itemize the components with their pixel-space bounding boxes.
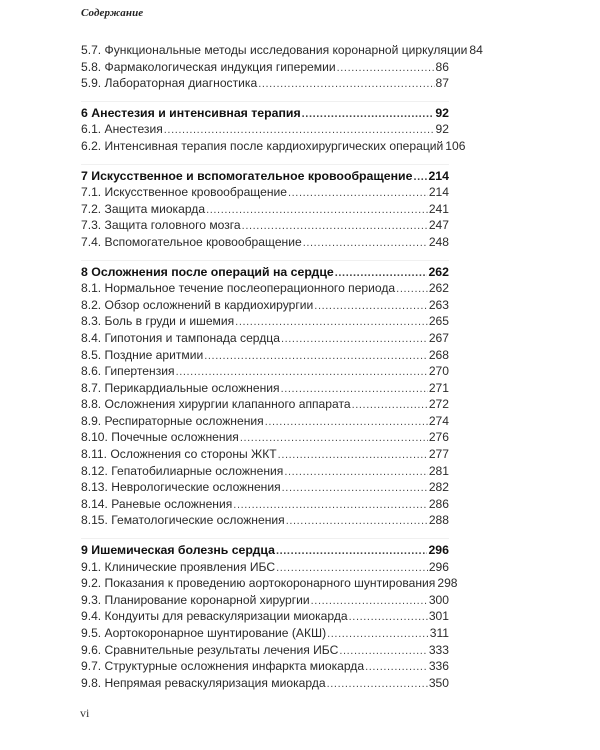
chapter-page: 296 <box>428 543 449 558</box>
toc-section-chapter-6 <box>81 101 466 155</box>
dot-leader <box>242 218 428 235</box>
chapter-heading[interactable] <box>81 168 449 185</box>
entry-page: 276 <box>428 430 449 445</box>
dot-leader <box>302 106 435 123</box>
toc-entry[interactable] <box>81 347 449 364</box>
dot-leader <box>314 298 428 315</box>
toc-entry[interactable] <box>81 217 449 234</box>
entry-title: 5.8. Фармакологическая индукция гиперемии <box>81 59 336 74</box>
dot-leader <box>176 364 428 381</box>
entry-page: 272 <box>428 397 449 412</box>
entry-page: 296 <box>428 559 449 574</box>
entry-title: 6.2. Интенсивная терапия после кардиохирургических операций <box>81 138 444 153</box>
toc-entry[interactable] <box>81 496 449 513</box>
entry-page: 247 <box>428 218 449 233</box>
entry-title: 9.5. Аортокоронарное шунтирование (АКШ) <box>81 626 327 640</box>
dot-leader <box>282 480 428 497</box>
toc-entry[interactable] <box>81 429 449 446</box>
toc-entry[interactable] <box>81 658 449 675</box>
chapter-title: 6 Анестезия и интенсивная терапия <box>81 105 301 120</box>
dot-leader <box>278 447 428 464</box>
entry-page: 350 <box>428 675 449 690</box>
entry-title: 9.8. Непрямая реваскуляризация миокарда <box>81 675 326 690</box>
entry-page: 333 <box>428 642 449 657</box>
chapter-heading[interactable] <box>81 264 449 281</box>
toc-entry[interactable] <box>81 463 449 480</box>
entry-page: 281 <box>428 463 449 478</box>
entry-page: 268 <box>428 347 449 362</box>
toc-entry[interactable] <box>81 512 449 529</box>
entry-title: 8.10. Почечные осложнения <box>81 430 239 445</box>
dot-leader <box>286 513 428 530</box>
entry-page: 265 <box>428 314 449 329</box>
chapter-title: 8 Осложнения после операций на сердце <box>81 264 334 279</box>
toc-section-5-continued <box>81 42 483 92</box>
dot-leader <box>281 331 428 348</box>
entry-title: 9.3. Планирование коронарной хирургии <box>81 592 310 607</box>
dot-leader <box>265 414 428 431</box>
toc-entry[interactable] <box>81 642 449 659</box>
entry-page: 92 <box>435 122 449 137</box>
entry-title: 8.3. Боль в груди и ишемия <box>81 314 235 329</box>
entry-title: 8.6. Гипертензия <box>81 364 175 379</box>
dot-leader <box>204 348 428 365</box>
entry-title: 7.1. Искусственное кровообращение <box>81 185 287 200</box>
chapter-title: 7 Искусственное и вспомогательное кровообращение <box>81 168 413 183</box>
dot-leader <box>235 314 428 331</box>
entry-title: 7.4. Вспомогательное кровообращение <box>81 234 302 249</box>
entry-title: 7.3. Защита головного мозга <box>81 218 241 233</box>
dot-leader <box>276 543 428 560</box>
page-number: vi <box>80 706 90 720</box>
dot-leader <box>365 659 428 676</box>
toc-entry[interactable] <box>81 138 466 155</box>
dot-leader <box>284 464 428 481</box>
dot-leader <box>327 626 429 643</box>
entry-title: 8.13. Неврологические осложнения <box>81 480 281 495</box>
toc-entry[interactable] <box>81 280 449 297</box>
toc-entry[interactable] <box>81 313 449 330</box>
chapter-page: 214 <box>428 168 449 183</box>
entry-page: 336 <box>428 659 449 674</box>
entry-page: 277 <box>428 447 449 462</box>
toc-section-chapter-7 <box>81 164 449 251</box>
toc-entry[interactable] <box>81 608 449 625</box>
dot-leader <box>258 76 434 93</box>
toc-entry[interactable] <box>81 559 449 576</box>
entry-page: 87 <box>435 76 449 91</box>
entry-page: 270 <box>428 364 449 379</box>
entry-title: 8.7. Перикардиальные осложнения <box>81 380 280 395</box>
dot-leader <box>206 202 428 219</box>
toc-entry[interactable] <box>81 380 449 397</box>
dot-leader <box>352 397 428 414</box>
dot-leader <box>311 593 428 610</box>
toc-entry[interactable] <box>81 413 449 430</box>
toc-entry[interactable] <box>81 234 449 251</box>
toc-entry[interactable] <box>81 675 449 692</box>
toc-entry[interactable] <box>81 575 458 592</box>
toc-entry[interactable] <box>81 625 449 642</box>
entry-title: 8.12. Гепатобилиарные осложнения <box>81 463 284 478</box>
entry-page: 84 <box>469 43 483 57</box>
dot-leader <box>413 169 427 186</box>
chapter-page: 262 <box>428 264 449 279</box>
entry-title: 9.6. Сравнительные результаты лечения ИБС <box>81 642 339 657</box>
entry-page: 106 <box>445 138 466 153</box>
dot-leader <box>240 430 428 447</box>
toc-entry[interactable] <box>81 42 483 59</box>
entry-title: 8.5. Поздние аритмии <box>81 347 204 362</box>
dot-leader <box>164 122 435 139</box>
toc-entry[interactable] <box>81 363 449 380</box>
toc-entry[interactable] <box>81 479 449 496</box>
entry-page: 301 <box>428 609 449 624</box>
dot-leader <box>396 281 428 298</box>
toc-entry[interactable] <box>81 121 449 138</box>
entry-title: 9.7. Структурные осложнения инфаркта миокарда <box>81 659 365 674</box>
toc-entry[interactable] <box>81 446 449 463</box>
entry-page: 263 <box>428 297 449 312</box>
chapter-page: 92 <box>435 105 449 120</box>
toc-entry[interactable] <box>81 75 449 92</box>
chapter-heading[interactable] <box>81 542 449 559</box>
entry-title: 8.14. Раневые осложнения <box>81 496 233 511</box>
entry-page: 311 <box>429 626 449 640</box>
toc-section-chapter-8 <box>81 260 449 530</box>
entry-title: 8.4. Гипотония и тампонада сердца <box>81 330 280 345</box>
entry-page: 271 <box>428 380 449 395</box>
entry-page: 298 <box>437 576 458 591</box>
dot-leader <box>337 60 435 77</box>
toc-entry[interactable] <box>81 297 449 314</box>
entry-title: 7.2. Защита миокарда <box>81 201 206 216</box>
dot-leader <box>276 560 428 577</box>
toc-entry[interactable] <box>81 184 449 201</box>
entry-page: 214 <box>428 185 449 200</box>
entry-title: 5.9. Лабораторная диагностика <box>81 76 258 91</box>
toc-section-chapter-9 <box>81 538 458 691</box>
dot-leader <box>288 185 428 202</box>
toc-entry[interactable] <box>81 396 449 413</box>
dot-leader <box>303 235 428 252</box>
entry-page: 274 <box>428 413 449 428</box>
entry-page: 282 <box>428 480 449 495</box>
entry-title: 8.9. Респираторные осложнения <box>81 413 264 428</box>
entry-page: 248 <box>428 234 449 249</box>
entry-title: 9.4. Кондуиты для реваскуляризации миокарда <box>81 609 348 624</box>
entry-title: 9.2. Показания к проведению аортокоронарного шунтирования <box>81 576 436 591</box>
entry-title: 8.11. Осложнения со стороны ЖКТ <box>81 447 277 462</box>
entry-page: 288 <box>428 513 449 528</box>
entry-title: 9.1. Клинические проявления ИБС <box>81 559 276 574</box>
entry-title: 6.1. Анестезия <box>81 122 163 137</box>
chapter-heading[interactable] <box>81 105 449 122</box>
entry-page: 86 <box>435 59 449 74</box>
entry-page: 267 <box>428 330 449 345</box>
table-of-contents <box>81 42 483 691</box>
dot-leader <box>335 265 428 282</box>
entry-title: 8.8. Осложнения хирургии клапанного аппарата <box>81 397 351 412</box>
toc-entry[interactable] <box>81 330 449 347</box>
dot-leader <box>233 497 428 514</box>
entry-page: 286 <box>428 496 449 511</box>
running-head: Содержание <box>81 7 144 19</box>
entry-page: 241 <box>428 201 449 216</box>
toc-entry[interactable] <box>81 59 449 76</box>
toc-entry[interactable] <box>81 592 449 609</box>
entry-page: 300 <box>428 592 449 607</box>
dot-leader <box>339 643 427 660</box>
toc-entry[interactable] <box>81 201 449 218</box>
entry-title: 8.1. Нормальное течение послеоперационного периода <box>81 281 396 296</box>
entry-title: 8.2. Обзор осложнений в кардиохирургии <box>81 297 314 312</box>
dot-leader <box>281 381 428 398</box>
dot-leader <box>349 609 428 626</box>
entry-title: 8.15. Гематологические осложнения <box>81 513 285 528</box>
entry-page: 262 <box>428 281 449 296</box>
dot-leader <box>327 676 428 693</box>
entry-title: 5.7. Функциональные методы исследования коронарной циркуляции <box>81 43 468 57</box>
chapter-title: 9 Ишемическая болезнь сердца <box>81 543 275 558</box>
